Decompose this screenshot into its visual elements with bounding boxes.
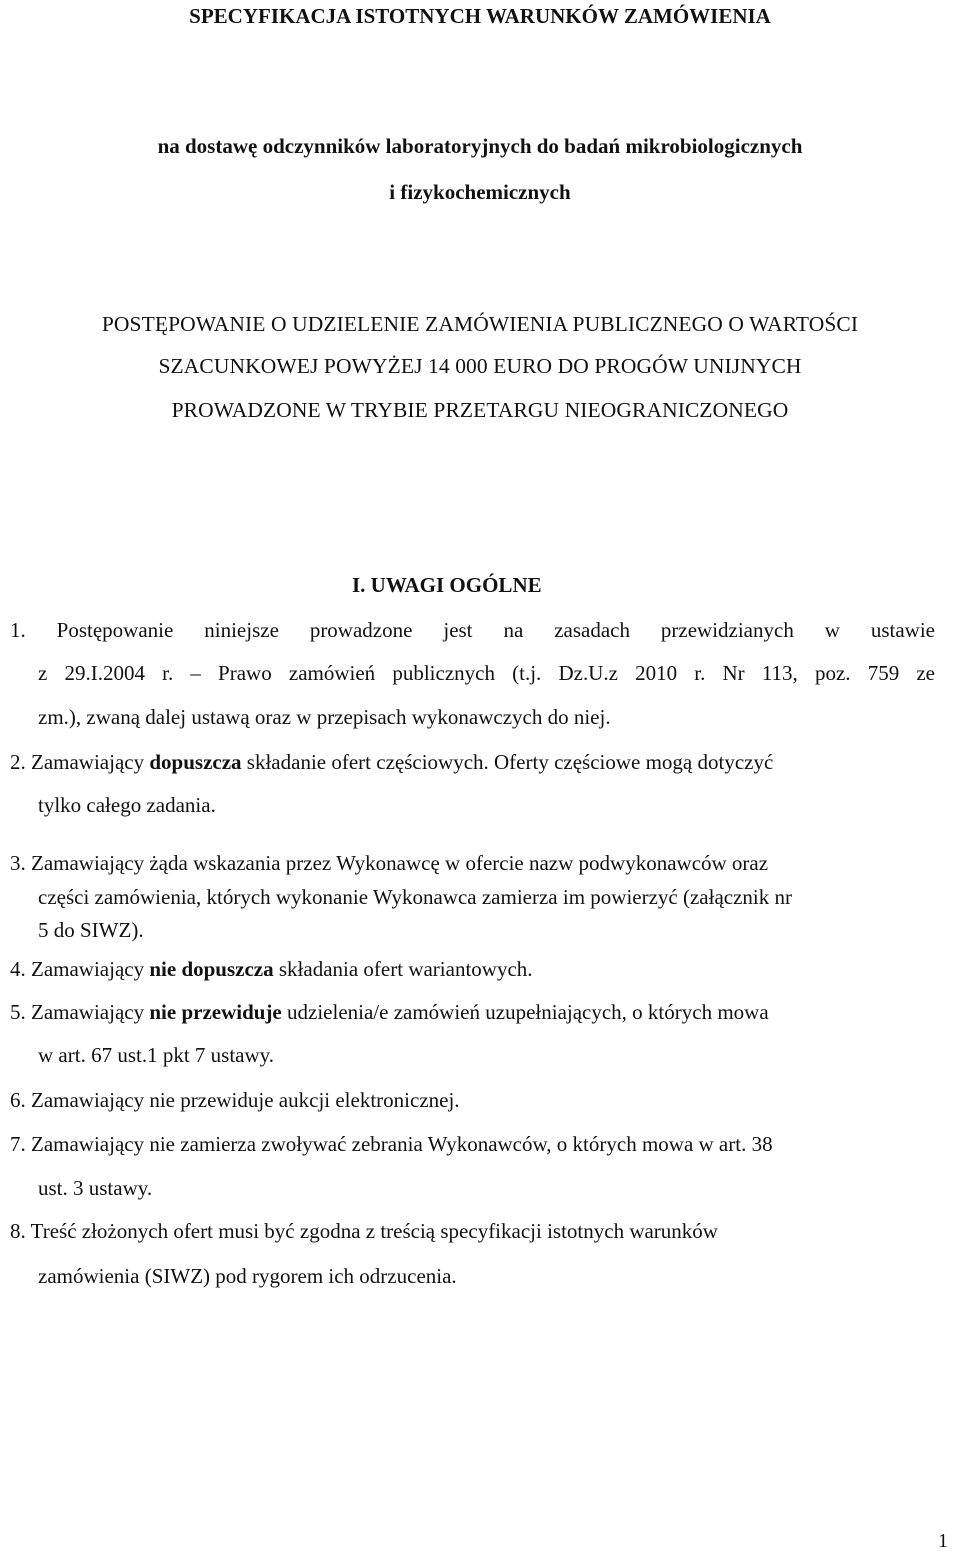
item-1-line-3: zm.), zwaną dalej ustawą oraz w przepisach wykonawczych do niej.: [38, 705, 611, 729]
item-3-line-1: 3. Zamawiający żąda wskazania przez Wykonawcę w ofercie nazw podwykonawców oraz: [10, 851, 769, 875]
item-1-line-2: z 29.I.2004 r. – Prawo zamówień publicznych (t.j. Dz.U.z 2010 r. Nr 113, poz. 759 ze: [38, 661, 935, 685]
item-5-bold: nie przewiduje: [149, 1000, 282, 1024]
section-heading: I. UWAGI OGÓLNE: [352, 573, 542, 597]
item-3-line-2: części zamówienia, których wykonanie Wykonawca zamierza im powierzyć (załącznik nr: [38, 885, 792, 909]
item-4: [10, 957, 533, 982]
subject-line-1: na dostawę odczynników laboratoryjnych do badań mikrobiologicznych: [157, 134, 803, 158]
item-2-prefix: 2. Zamawiający: [10, 750, 150, 774]
item-1-line-1: 1. Postępowanie niniejsze prowadzone jest na zasadach przewidzianych w ustawie: [10, 618, 935, 642]
item-5-suffix: udzielenia/e zamówień uzupełniających, o których mowa: [281, 1000, 769, 1024]
item-7-line-1: 7. Zamawiający nie zamierza zwoływać zebrania Wykonawców, o których mowa w art. 38: [10, 1132, 773, 1156]
subject-line-2: i fizykochemicznych: [389, 180, 571, 204]
item-2-bold: dopuszcza: [149, 750, 242, 774]
document-title: SPECYFIKACJA ISTOTNYCH WARUNKÓW ZAMÓWIENIA: [189, 4, 771, 28]
item-3-line-3: 5 do SIWZ).: [38, 918, 144, 942]
procedure-line-2: SZACUNKOWEJ POWYŻEJ 14 000 EURO DO PROGÓW UNIJNYCH: [158, 354, 802, 378]
item-5-line-2: w art. 67 ust.1 pkt 7 ustawy.: [38, 1043, 275, 1067]
procedure-line-3: PROWADZONE W TRYBIE PRZETARGU NIEOGRANICZONEGO: [171, 398, 789, 422]
item-4-bold: nie dopuszcza: [149, 957, 274, 981]
item-5-line-1: [10, 1000, 769, 1025]
item-8-line-2: zamówienia (SIWZ) pod rygorem ich odrzucenia.: [38, 1264, 457, 1288]
item-2-line-2: tylko całego zadania.: [38, 793, 216, 817]
item-4-suffix: składania ofert wariantowych.: [273, 957, 533, 981]
item-5-prefix: 5. Zamawiający: [10, 1000, 150, 1024]
item-8-line-1: 8. Treść złożonych ofert musi być zgodna z treścią specyfikacji istotnych warunków: [10, 1219, 718, 1243]
item-7-line-2: ust. 3 ustawy.: [38, 1176, 153, 1200]
procedure-line-1: POSTĘPOWANIE O UDZIELENIE ZAMÓWIENIA PUBLICZNEGO O WARTOŚCI: [101, 312, 859, 336]
item-2-suffix: składanie ofert częściowych. Oferty częściowe mogą dotyczyć: [241, 750, 774, 774]
item-4-prefix: 4. Zamawiający: [10, 957, 150, 981]
item-2-line-1: [10, 750, 773, 775]
page-number: 1: [938, 1530, 948, 1552]
item-6: 6. Zamawiający nie przewiduje aukcji elektronicznej.: [10, 1088, 460, 1112]
